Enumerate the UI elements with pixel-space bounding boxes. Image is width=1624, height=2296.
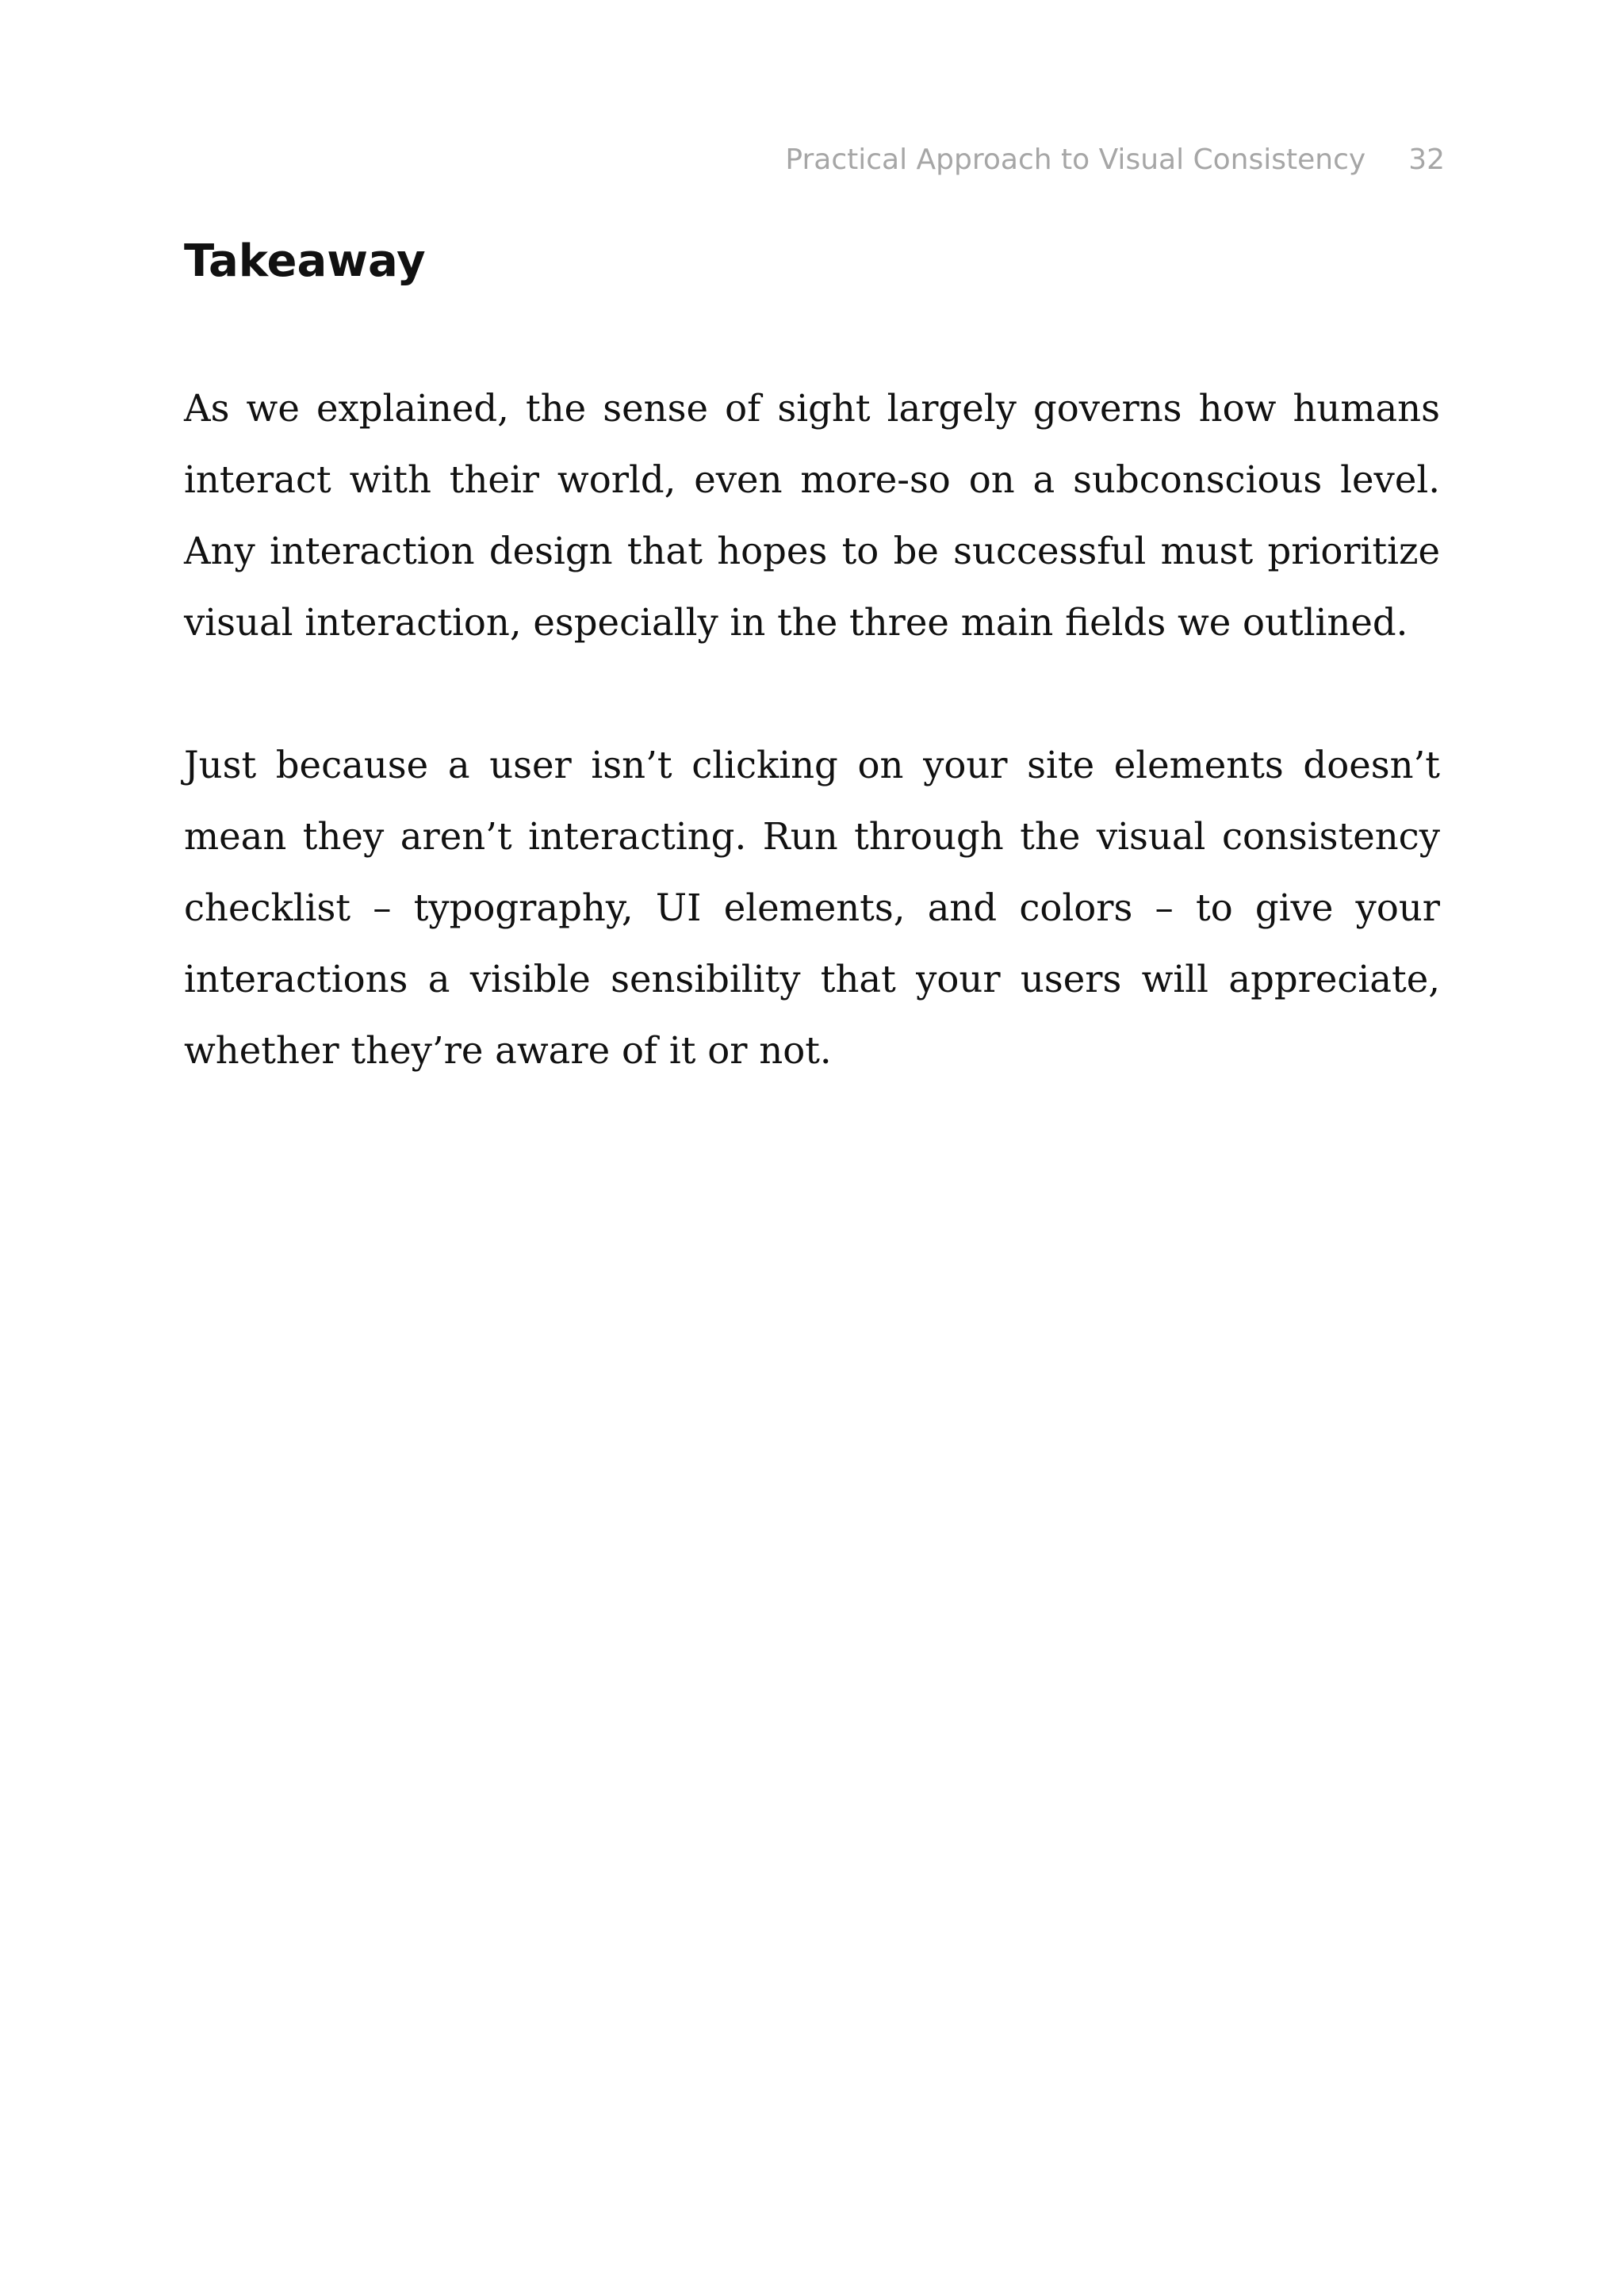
paragraph: Just because a user isn’t clicking on your site elements doesn’t mean they aren’t interacting. Run through the visual consistency checklist – typography, UI elements, and colors – to give your interactions a visible sensibility that your users will appreciate, whether they’re aware of it or not. (184, 744, 1440, 1072)
section-heading: Takeaway (184, 235, 426, 287)
paragraph: As we explained, the sense of sight largely governs how humans interact with their world, even more-so on a subconscious level. Any interaction design that hopes to be successful must prioritize visual interaction, especially in the three main fields we outlined. (184, 387, 1440, 644)
page-number: 32 (1408, 144, 1445, 176)
running-title: Practical Approach to Visual Consistency (785, 144, 1366, 176)
body-text (184, 373, 1440, 1086)
running-header (785, 143, 1445, 177)
